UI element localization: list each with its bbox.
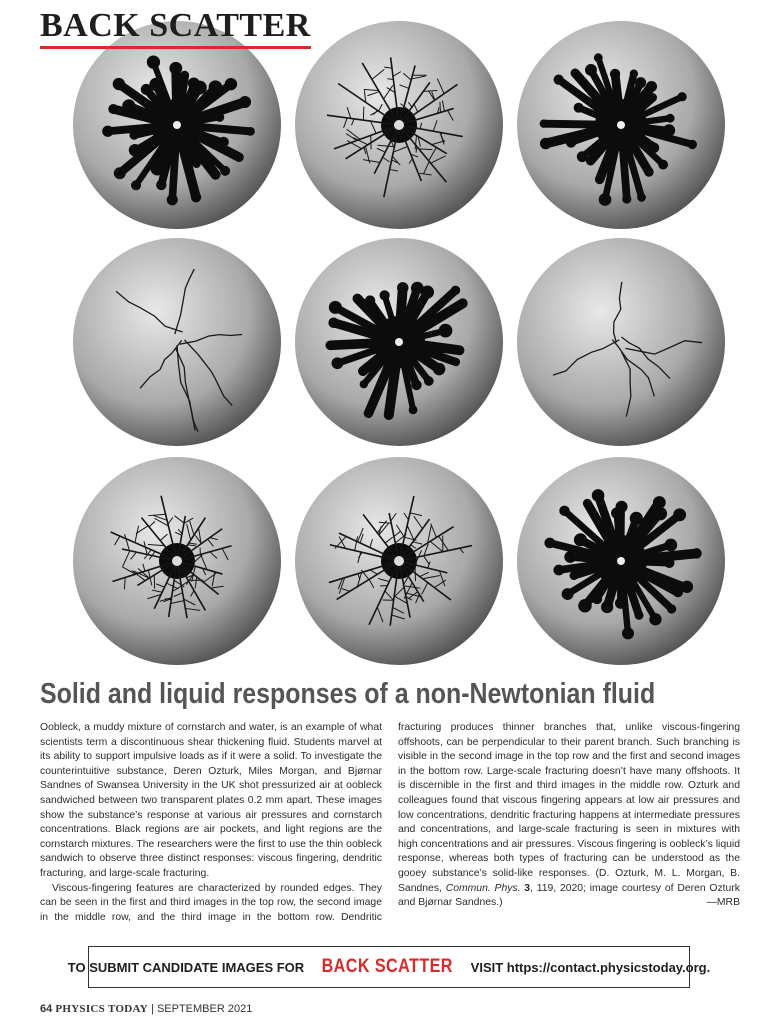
oobleck-image-row1-col3: [516, 20, 726, 230]
oobleck-pattern-svg: [516, 456, 726, 666]
oobleck-image-row2-col1: [72, 237, 282, 447]
oobleck-pattern-svg: [72, 20, 282, 230]
oobleck-image-row3-col1: [72, 456, 282, 666]
oobleck-pattern-svg: [294, 456, 504, 666]
footer-separator: |: [151, 1003, 154, 1015]
disc-background: [73, 238, 281, 446]
citation-journal: Commun. Phys.: [445, 882, 521, 894]
section-title: BACK SCATTER: [40, 8, 311, 49]
citation-details: , 119, 2020; image courtesy of Deren Ozturk and Bjørnar Sandnes.): [398, 882, 740, 909]
paragraph-2-text: Viscous-fingering features are characterized by rounded edges. They can be seen in the first and third images in the top row, the second image in the middle row, and the third image in the bottom row. Dendritic fracturing produces thinner branches that, unlike viscous-fingering offshoots, can be perpendicular to their parent branch. Such branching is visible in the second image in the top row and the first and second images in the bottom row. Large-scale fracturing doesn’t have many offshoots. It is discernible in the first and third images in the middle row. Ozturk and colleagues found that viscous fingering appears at low air pressures and low concentrations, dendritic fracturing happens at intermediate pressures and concentrations, and large-scale fracturing is seen in mixtures with high concentrations and air pressures. Viscous fingering is oobleck’s liquid response, whereas both types of fracturing can be understood as the gooey substance’s solid-like responses. (D. Ozturk, M. L. Morgan, B. Sandnes,: [40, 722, 740, 923]
oobleck-image-row3-col2: [294, 456, 504, 666]
oobleck-image-row1-col2: [294, 20, 504, 230]
submit-visit-link[interactable]: VISIT https://contact.physicstoday.org.: [470, 959, 711, 975]
page-footer: [40, 1003, 252, 1015]
issue-date: SEPTEMBER 2021: [156, 1003, 253, 1015]
magazine-name: PHYSICS TODAY: [55, 1003, 148, 1015]
author-signature: —MRB: [706, 897, 740, 909]
oobleck-pattern-svg: [72, 237, 282, 447]
oobleck-pattern-svg: [294, 237, 504, 447]
article-headline: Solid and liquid responses of a non-Newtonian fluid: [40, 678, 656, 710]
article-body: [40, 721, 740, 925]
oobleck-pattern-svg: [516, 237, 726, 447]
page-number: 64: [40, 1003, 53, 1015]
article-paragraph-1: Oobleck, a muddy mixture of cornstarch and water, is an example of what scientists term a discontinuous shear thickening fluid. Students marvel at its ability to support impulsive loads as if it were a solid. To investigate the counterintuitive substance, Deren Ozturk, Miles Morgan, and Bjørnar Sandnes of Swansea University in the UK shot pressurized air at oobleck sandwiched between two transparent plates 0.2 mm apart. These images show the substance’s response at various air pressures and cornstarch concentrations. Black regions are air pockets, and light regions are the cornstarch mixtures. The researchers were the first to use the thin oobleck sandwich to observe three distinct responses: viscous fingering, dendritic fracturing, and large-scale fracturing.: [40, 722, 382, 879]
submit-prefix: TO SUBMIT CANDIDATE IMAGES FOR: [67, 959, 305, 975]
submit-brand: BACK SCATTER: [321, 956, 454, 977]
submit-images-banner: [67, 946, 711, 988]
oobleck-pattern-svg: [516, 20, 726, 230]
oobleck-pattern-svg: [294, 20, 504, 230]
oobleck-image-row2-col3: [516, 237, 726, 447]
oobleck-image-row3-col3: [516, 456, 726, 666]
citation-volume: 3: [524, 882, 531, 894]
oobleck-image-row1-col1: [72, 20, 282, 230]
oobleck-pattern-svg: [72, 456, 282, 666]
oobleck-image-row2-col2: [294, 237, 504, 447]
